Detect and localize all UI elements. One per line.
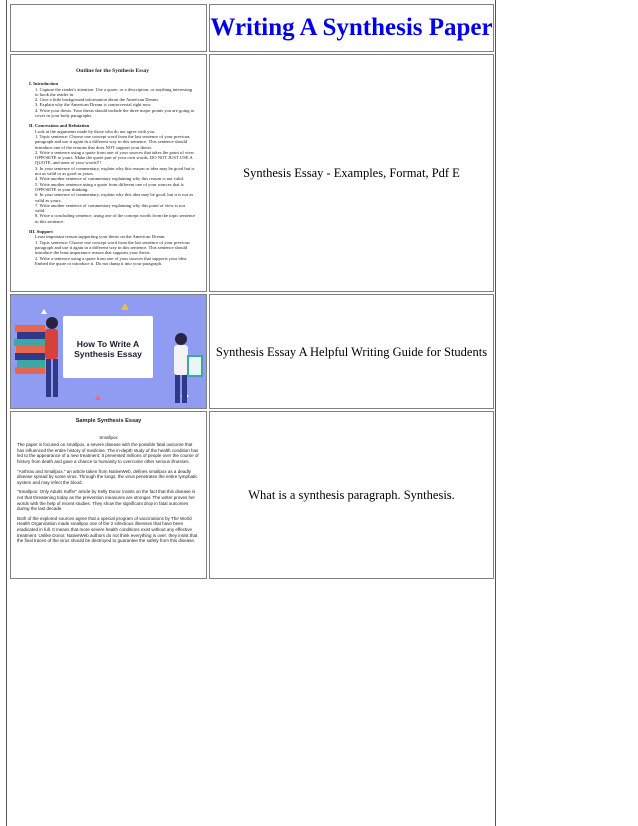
sample-essay-subheading: Smallpox [99,434,118,440]
row-caption[interactable]: Synthesis Essay A Helpful Writing Guide for Students [215,344,488,359]
title-cell [209,4,494,52]
outline-line: 3. In your sentence of commentary, explain why this reason or idea may be good but is not as valid or as good as yours. [35,165,195,177]
outline-line: 6. In your sentence of commentary, explain why this idea may be good, but it is not as valid as yours. [35,192,194,203]
outline-section-label: II. Concessions and Refutation [29,123,90,129]
caption-cell [209,54,494,292]
outline-section-label: I. Introduction [29,81,59,87]
essay-paragraph: "Smallpox: Only Adults Suffer" article by Kelly Donor insists on the fact that this disease is not that threatening today as the prevention measures are stronger. The writer proves her words with the help of recent studies. They show the significant drop in fatal outcomes during the last decade. [17,489,196,512]
table-row [10,54,494,292]
essay-paragraph: "Anthrax and Smallpox." an article taken from NativeWeb, defines smallpox as a deadly disease spread by some virus. Through the lungs, the virus penetrates the entire lymphatic system and may infect the blood. [17,468,198,485]
outline-heading: Outline for the Synthesis Essay [76,68,149,74]
outline-line: 5. Write another sentence using a quote from different one of your sources that is OPPOSITE to your thinking. [35,181,184,192]
outline-document-thumbnail[interactable] [11,55,206,291]
outline-line: 3. Explain why the American Dream is controversial right now. [35,102,152,108]
thumbnail-cell[interactable] [10,294,207,409]
sample-essay-thumbnail[interactable] [11,412,206,578]
outline-line: 2. Give a little background information about the American Dream. [35,97,159,103]
empty-cell [10,4,207,52]
outline-line: Look at the arguments made by those who do not agree with you. [35,128,156,134]
outline-line: 4. Write another sentence of commentary explaining why this reason is not valid. [35,176,184,182]
caption-cell [209,294,494,409]
guide-illustration-thumbnail[interactable] [11,295,206,408]
row-caption[interactable]: What is a synthesis paragraph. Synthesis. [248,488,455,502]
essay-paragraph: The paper is focused on smallpox, a severe disease with the possible fatal outcome that has influenced the entire history of medicine. The in-depth study of the health condition has led to the appearance of a new treatment. It prevented millions of people over the course of history from death and gave a chance to humanity to overcome other serious illnesses. [17,442,199,464]
outline-line: 7. Write another sentence of commentary explaining why this point of view is not valid. [35,202,186,214]
outline-line: 1. Topic sentence: Choose one concept word from the last sentence of your previous paragraph and use it again in a different way in this sentence. This sentence should introduce one of the reasons that does NOT support your thesis. [35,133,190,150]
outline-line: 2. Write a sentence using a quote from one of your sources that takes the point of view OPPOSITE to yours. Make the quote part of your own words. DO NOT JUST USE A QUOTE, and none of your words!!! [35,149,194,166]
table-row [10,411,494,579]
page-title: Writing A Synthesis Paper [210,14,493,41]
outline-line: Least important reason supporting your thesis on the American Dream. [35,234,166,240]
thumbnail-cell[interactable] [10,54,207,292]
outline-line: 1. Topic sentence: Choose one concept word from the last sentence of your previous paragraph and use it again in a different way in this sentence. This sentence should introduce the least importance reason that supports your thesis. [35,239,190,256]
table-row [10,294,494,409]
card-title: How To Write A Synthesis Essay [74,339,142,359]
title-row [10,4,494,52]
outline-line: 2. Write a sentence using a quote from one of your sources that supports your idea. Embed the quote or introduce it. Do not dump it into your paragraph. [35,255,188,266]
row-caption[interactable]: Synthesis Essay - Examples, Format, Pdf E [243,166,460,180]
outline-line: 1. Capture the reader's attention. Use a quote, or a description, or anything interesting to hook the reader in. [35,86,193,97]
caption-cell [209,411,494,579]
sample-essay-heading: Sample Synthesis Essay [75,418,142,424]
outline-section-label: III. Support [29,229,53,235]
thumbnail-cell[interactable] [10,411,207,579]
students-illustration [11,295,206,408]
essay-paragraph: Both of the explored sources agree that a special program of vaccinations by The World Health Organization made smallpox one of the 2 infectious illnesses that have been eradicated in full. It means that more severe health conditions exist without any effective treatment. Unlike Donor, NativeWeb authors do not think everything is over: they insist that the final traces of the virus should be destroyed to guarantee the safety from this disease. [17,515,198,544]
outline-line: 8. Write a concluding sentence, using one of the concept words from the topic sentence in this sentence. [35,213,196,224]
outline-line: 4. Write your thesis. Your thesis should include the three major points you are going to cover in your body paragraphs. [35,107,195,119]
content-table [8,2,496,581]
